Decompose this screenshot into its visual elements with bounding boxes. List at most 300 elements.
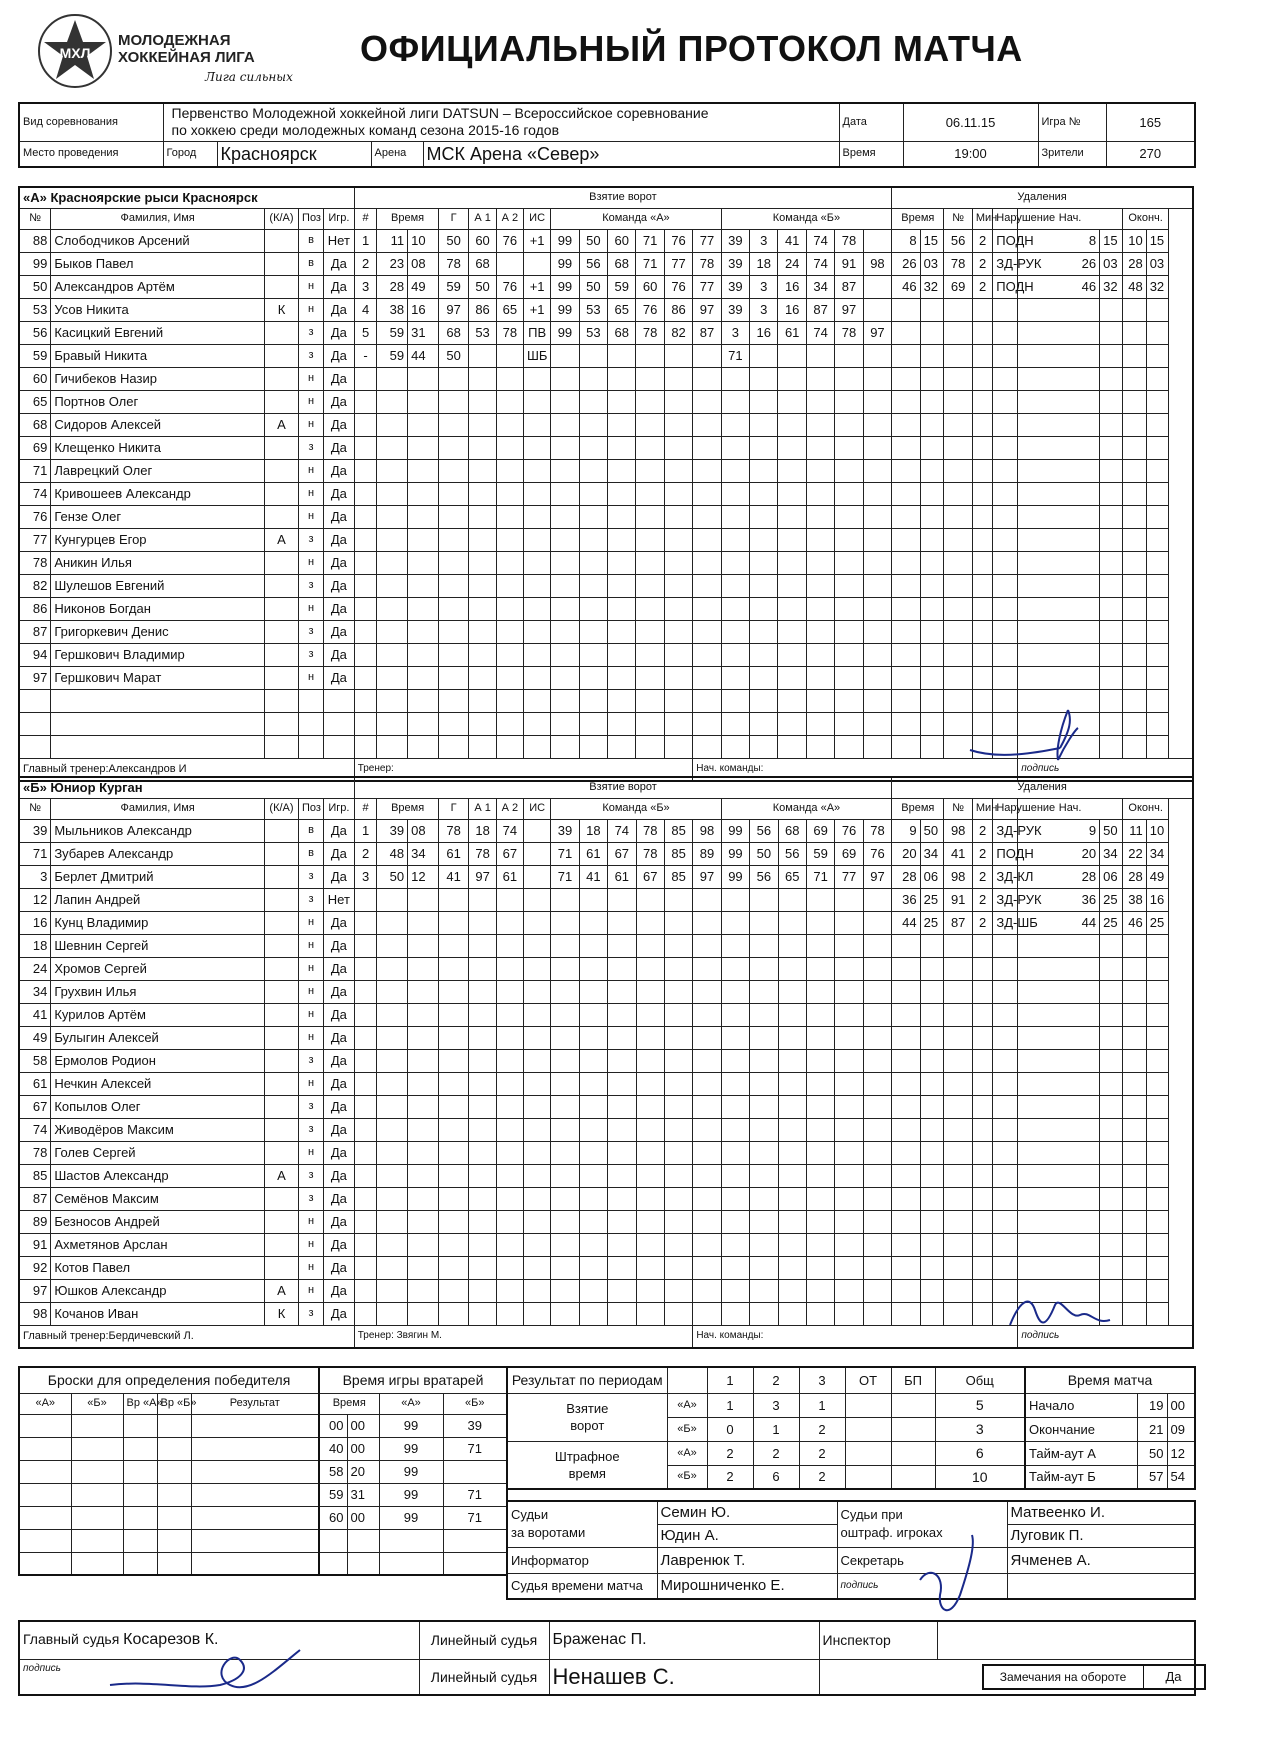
goal-cell	[496, 367, 523, 390]
goal-cell	[469, 735, 496, 758]
pen-start-min	[1018, 574, 1100, 597]
so-cell	[191, 1414, 319, 1437]
pen-minutes	[972, 436, 992, 459]
pen-start-min	[1018, 298, 1100, 321]
goal-cell	[693, 1279, 721, 1302]
goal-cell	[469, 957, 496, 980]
pen-infraction: ЗД-РУК	[993, 252, 1018, 275]
pen-minutes	[972, 551, 992, 574]
goal-sec: 10	[408, 229, 439, 252]
goal-cell	[664, 505, 692, 528]
goal-cell	[664, 413, 692, 436]
goal-cell	[664, 1256, 692, 1279]
goal-cell	[438, 574, 469, 597]
col-name: Фамилия, Имя	[51, 208, 265, 229]
pen-min	[892, 666, 920, 689]
player-number: 92	[19, 1256, 51, 1279]
goal-cell	[496, 1072, 523, 1095]
goal-on-ice-own	[608, 344, 636, 367]
pen-start-sec	[1100, 528, 1123, 551]
gk-a: 99	[379, 1414, 443, 1437]
goal-cell	[750, 1026, 778, 1049]
player-number: 3	[19, 865, 51, 888]
col-time: Время	[377, 208, 438, 229]
goal-cell	[778, 1118, 806, 1141]
pen-end-sec: 32	[1146, 275, 1169, 298]
game-label: Игра №	[1038, 103, 1106, 141]
goal-index: 2	[354, 842, 377, 865]
pen-infraction	[993, 321, 1018, 344]
goal-cell	[608, 1302, 636, 1325]
pen-sec: 25	[920, 888, 944, 911]
player-position: н	[299, 934, 324, 957]
pen-minutes	[972, 459, 992, 482]
goal-situation: ШБ	[523, 344, 550, 367]
pen-start-min	[1018, 367, 1100, 390]
pen-end-sec	[1146, 574, 1169, 597]
goal-min: 39	[377, 819, 408, 842]
goal-cell	[863, 1118, 891, 1141]
player-name: Котов Павел	[51, 1256, 265, 1279]
goal-on-ice-opp: 76	[863, 842, 891, 865]
pen-start-sec	[1100, 1187, 1123, 1210]
goal-judge-1: Семин Ю.	[657, 1501, 837, 1524]
goal-cell	[806, 1187, 834, 1210]
city-value: Красноярск	[217, 141, 371, 167]
pen-player	[944, 528, 972, 551]
pen-start-sec	[1100, 1095, 1123, 1118]
goal-cell	[608, 390, 636, 413]
player-role	[264, 1003, 298, 1026]
goal-on-ice-opp: 78	[835, 321, 863, 344]
col-pen-no: №	[944, 798, 972, 819]
player-role	[264, 1072, 298, 1095]
inspector-value	[937, 1621, 1195, 1659]
player-row	[19, 551, 1193, 574]
goal-cell	[863, 551, 891, 574]
goal-cell	[806, 712, 834, 735]
periods-table	[506, 1366, 1026, 1490]
goal-scorer: 78	[438, 819, 469, 842]
col-a1: А 1	[469, 798, 496, 819]
pen-player	[944, 1302, 972, 1325]
pen-start-sec	[1100, 1072, 1123, 1095]
goal-cell	[721, 1279, 749, 1302]
goal-cell	[469, 482, 496, 505]
goal-index	[354, 934, 377, 957]
pen-end-min	[1122, 1049, 1146, 1072]
goal-cell	[778, 1210, 806, 1233]
goal-cell	[579, 1003, 607, 1026]
goal-cell	[469, 1095, 496, 1118]
pen-minutes: 2	[972, 229, 992, 252]
pen-player	[944, 413, 972, 436]
goal-cell	[608, 367, 636, 390]
gk-b: 71	[443, 1437, 507, 1460]
goal-cell	[750, 1187, 778, 1210]
goal-cell	[721, 574, 749, 597]
goal-min	[377, 620, 408, 643]
pen-start-sec	[1100, 957, 1123, 980]
player-name: Шастов Александр	[51, 1164, 265, 1187]
goal-cell	[469, 712, 496, 735]
pen-end-min: 28	[1122, 865, 1146, 888]
goal-cell	[608, 1072, 636, 1095]
goal-cell	[693, 505, 721, 528]
goal-cell	[496, 1187, 523, 1210]
p2-label: 2	[753, 1367, 799, 1393]
player-name: Безносов Андрей	[51, 1210, 265, 1233]
player-role	[264, 367, 298, 390]
goal-cell	[438, 957, 469, 980]
goal-cell	[863, 1026, 891, 1049]
pen-minutes	[972, 528, 992, 551]
col-ka: (К/А)	[264, 798, 298, 819]
pen-start-sec	[1100, 390, 1123, 413]
pen-start-sec	[1100, 1164, 1123, 1187]
pen-start-sec	[1100, 1118, 1123, 1141]
player-name	[51, 735, 265, 758]
sign-cell: подпись	[1018, 1325, 1193, 1348]
pen-start-min	[1018, 1049, 1100, 1072]
gk-row	[319, 1552, 507, 1575]
goal-cell	[664, 1279, 692, 1302]
pen-player: 41	[944, 842, 972, 865]
goals-header: Взятие ворот	[354, 187, 891, 208]
goal-on-ice-own: 82	[664, 321, 692, 344]
goal-situation: +1	[523, 298, 550, 321]
goal-sec: 08	[408, 819, 439, 842]
goal-cell	[636, 1141, 664, 1164]
gk-b	[443, 1552, 507, 1575]
goal-cell	[551, 1256, 579, 1279]
pen-min	[892, 436, 920, 459]
so-cell	[71, 1529, 123, 1552]
goal-cell	[806, 689, 834, 712]
gk-sec: 20	[347, 1460, 379, 1483]
pen-end-min	[1122, 574, 1146, 597]
goal-scorer: 50	[438, 229, 469, 252]
goal-cell	[835, 528, 863, 551]
col-name: Фамилия, Имя	[51, 798, 265, 819]
goal-on-ice-opp	[806, 344, 834, 367]
goals-a-tot: 5	[935, 1393, 1025, 1417]
player-played: Да	[324, 413, 355, 436]
goal-cell	[608, 689, 636, 712]
goal-cell	[693, 1233, 721, 1256]
goal-on-ice-opp: 71	[806, 865, 834, 888]
pen-player	[944, 735, 972, 758]
goal-cell	[693, 1141, 721, 1164]
pen-end-min	[1122, 436, 1146, 459]
team-b-table	[18, 776, 1194, 1349]
goal-index	[354, 1210, 377, 1233]
pen-player	[944, 551, 972, 574]
pen-min	[892, 459, 920, 482]
goal-cell	[664, 1164, 692, 1187]
goal-cell	[806, 620, 834, 643]
pen-end-sec	[1146, 321, 1169, 344]
player-role	[264, 735, 298, 758]
goal-cell	[778, 390, 806, 413]
goal-cell	[496, 712, 523, 735]
goal-cell	[636, 1026, 664, 1049]
goal-index: 1	[354, 819, 377, 842]
pim-a-p1: 2	[707, 1441, 753, 1465]
goal-cell	[523, 620, 550, 643]
goal-cell	[693, 1210, 721, 1233]
pen-end-sec	[1146, 1049, 1169, 1072]
goal-on-ice-own: 85	[664, 819, 692, 842]
so-cell	[71, 1460, 123, 1483]
goal-scorer: 68	[438, 321, 469, 344]
pen-minutes	[972, 934, 992, 957]
pen-minutes	[972, 367, 992, 390]
goal-cell	[636, 413, 664, 436]
goal-cell	[551, 574, 579, 597]
player-number: 77	[19, 528, 51, 551]
goal-min	[377, 1095, 408, 1118]
goal-cell	[551, 1302, 579, 1325]
goal-min	[377, 1233, 408, 1256]
goal-cell	[693, 390, 721, 413]
player-row	[19, 957, 1193, 980]
goal-cell	[806, 735, 834, 758]
player-name: Никонов Богдан	[51, 597, 265, 620]
goal-on-ice-own: 39	[551, 819, 579, 842]
goal-index	[354, 888, 377, 911]
player-name: Ермолов Родион	[51, 1049, 265, 1072]
goal-min	[377, 597, 408, 620]
head-coach: Главный тренер:Бердичевский Л.	[19, 1325, 354, 1348]
pen-sec	[920, 1164, 944, 1187]
player-played: Да	[324, 367, 355, 390]
pen-sec	[920, 957, 944, 980]
goal-cell	[664, 367, 692, 390]
goal-on-ice-own	[551, 344, 579, 367]
pen-player: 91	[944, 888, 972, 911]
pen-player	[944, 1141, 972, 1164]
player-number: 24	[19, 957, 51, 980]
goal-cell	[608, 482, 636, 505]
player-name: Булыгин Алексей	[51, 1026, 265, 1049]
goal-cell	[524, 1026, 551, 1049]
goal-cell	[664, 1049, 692, 1072]
goal-on-ice-opp: 18	[750, 252, 778, 275]
goal-cell	[524, 1049, 551, 1072]
goal-cell	[721, 911, 749, 934]
timeout-b-label: Тайм-аут Б	[1025, 1465, 1137, 1489]
player-role	[264, 1118, 298, 1141]
goal-cell	[863, 367, 891, 390]
goal-cell	[523, 551, 550, 574]
goal-cell	[778, 911, 806, 934]
pim-a-p3: 2	[799, 1441, 845, 1465]
pen-start-min	[1018, 1095, 1100, 1118]
player-position: з	[299, 643, 324, 666]
pen-start-sec	[1100, 482, 1123, 505]
player-name: Копылов Олег	[51, 1095, 265, 1118]
pen-sec	[920, 980, 944, 1003]
player-number: 50	[19, 275, 51, 298]
goal-on-ice-opp: 76	[835, 819, 863, 842]
goal-index	[354, 1026, 377, 1049]
goal-index	[354, 1256, 377, 1279]
player-played: Да	[324, 957, 355, 980]
goal-sec	[408, 934, 439, 957]
goal-on-ice-opp: 97	[835, 298, 863, 321]
goal-cell	[693, 1026, 721, 1049]
player-row	[19, 1187, 1193, 1210]
pen-infraction	[993, 1141, 1018, 1164]
player-role	[264, 620, 298, 643]
pen-min	[892, 934, 920, 957]
goal-on-ice-own: 76	[664, 229, 692, 252]
pen-start-min	[1018, 643, 1100, 666]
pim-b-p2: 6	[753, 1465, 799, 1489]
player-role	[264, 505, 298, 528]
so-cell	[157, 1437, 191, 1460]
pen-start-sec	[1100, 1026, 1123, 1049]
goal-cell	[579, 980, 607, 1003]
goal-min	[377, 1118, 408, 1141]
pen-start-min	[1018, 689, 1100, 712]
goal-cell	[579, 1302, 607, 1325]
goal-cell	[693, 666, 721, 689]
goal-cell	[551, 712, 579, 735]
pen-minutes	[972, 390, 992, 413]
pen-start-min: 36	[1018, 888, 1100, 911]
pen-sec	[920, 551, 944, 574]
pen-infraction	[993, 957, 1018, 980]
goal-cell	[664, 1003, 692, 1026]
goal-on-ice-own	[579, 344, 607, 367]
goal-cell	[524, 1279, 551, 1302]
pen-infraction	[993, 1210, 1018, 1233]
so-col-res: Результат	[191, 1393, 319, 1414]
player-position: з	[299, 1164, 324, 1187]
goal-cell	[778, 1049, 806, 1072]
pen-end-sec	[1146, 505, 1169, 528]
goal-on-ice-opp: 74	[806, 229, 834, 252]
goal-cell	[636, 957, 664, 980]
player-row	[19, 344, 1193, 367]
goal-on-ice-own: 85	[664, 842, 692, 865]
player-role	[264, 1187, 298, 1210]
goal-cell	[863, 1003, 891, 1026]
goal-cell	[664, 643, 692, 666]
pen-start-sec	[1100, 505, 1123, 528]
pen-player	[944, 1279, 972, 1302]
goal-cell	[835, 1256, 863, 1279]
goal-cell	[835, 436, 863, 459]
pen-end-sec: 16	[1146, 888, 1169, 911]
player-played	[324, 689, 355, 712]
goal-cell	[524, 1210, 551, 1233]
goal-on-ice-own: 50	[579, 275, 607, 298]
player-name: Григоркевич Денис	[51, 620, 265, 643]
goal-sec	[408, 528, 439, 551]
player-role	[264, 344, 298, 367]
so-cell	[157, 1506, 191, 1529]
goal-on-ice-own: 67	[608, 842, 636, 865]
time-value: 19:00	[903, 141, 1038, 167]
pen-min: 20	[892, 842, 920, 865]
pen-end-sec	[1146, 689, 1169, 712]
goal-scorer: 61	[438, 842, 469, 865]
goal-cell	[835, 1164, 863, 1187]
pen-end-min	[1122, 528, 1146, 551]
goal-cell	[608, 1210, 636, 1233]
goal-on-ice-opp: 97	[863, 321, 891, 344]
gk-a: 99	[379, 1460, 443, 1483]
goal-cell	[835, 1003, 863, 1026]
goal-cell	[523, 643, 550, 666]
player-name: Александров Артём	[51, 275, 265, 298]
goal-cell	[835, 1118, 863, 1141]
pen-player: 87	[944, 911, 972, 934]
goal-cell	[835, 597, 863, 620]
goal-cell	[835, 1095, 863, 1118]
pen-minutes	[972, 712, 992, 735]
goal-on-ice-opp: 99	[721, 819, 749, 842]
goal-cell	[693, 574, 721, 597]
col-pen-min: Мин	[972, 798, 992, 819]
goals-a-p2: 3	[753, 1393, 799, 1417]
pen-end-min: 48	[1122, 275, 1146, 298]
goal-cell	[579, 574, 607, 597]
goal-cell	[579, 1026, 607, 1049]
goal-cell	[579, 957, 607, 980]
place-label: Место проведения	[19, 141, 163, 167]
pen-start-sec	[1100, 1256, 1123, 1279]
goal-on-ice-own: 68	[608, 321, 636, 344]
goal-cell	[778, 436, 806, 459]
goal-cell	[608, 1049, 636, 1072]
pen-start-min	[1018, 344, 1100, 367]
goal-cell	[721, 957, 749, 980]
goal-on-ice-own: 86	[664, 298, 692, 321]
goal-index: 3	[354, 275, 377, 298]
goal-situation	[524, 842, 551, 865]
pen-player	[944, 666, 972, 689]
pen-end-sec	[1146, 620, 1169, 643]
goal-min	[377, 505, 408, 528]
pen-sec	[920, 436, 944, 459]
player-role: К	[264, 1302, 298, 1325]
timekeeper: Мирошниченко Е.	[657, 1573, 837, 1599]
pen-sec	[920, 643, 944, 666]
pen-min: 46	[892, 275, 920, 298]
goal-min	[377, 1072, 408, 1095]
goal-cell	[806, 528, 834, 551]
pen-end-min: 10	[1122, 229, 1146, 252]
gk-min: 58	[319, 1460, 347, 1483]
goal-cell	[863, 413, 891, 436]
goal-cell	[806, 1233, 834, 1256]
goal-cell	[863, 436, 891, 459]
p3-label: 3	[799, 1367, 845, 1393]
goal-cell	[636, 1187, 664, 1210]
goal-on-ice-own: 77	[664, 252, 692, 275]
goal-min: 59	[377, 321, 408, 344]
player-role	[264, 888, 298, 911]
goal-index	[354, 1003, 377, 1026]
goal-index	[354, 459, 377, 482]
end-min: 21	[1137, 1417, 1167, 1441]
player-played: Да	[324, 842, 355, 865]
arena-value: МСК Арена «Север»	[423, 141, 839, 167]
